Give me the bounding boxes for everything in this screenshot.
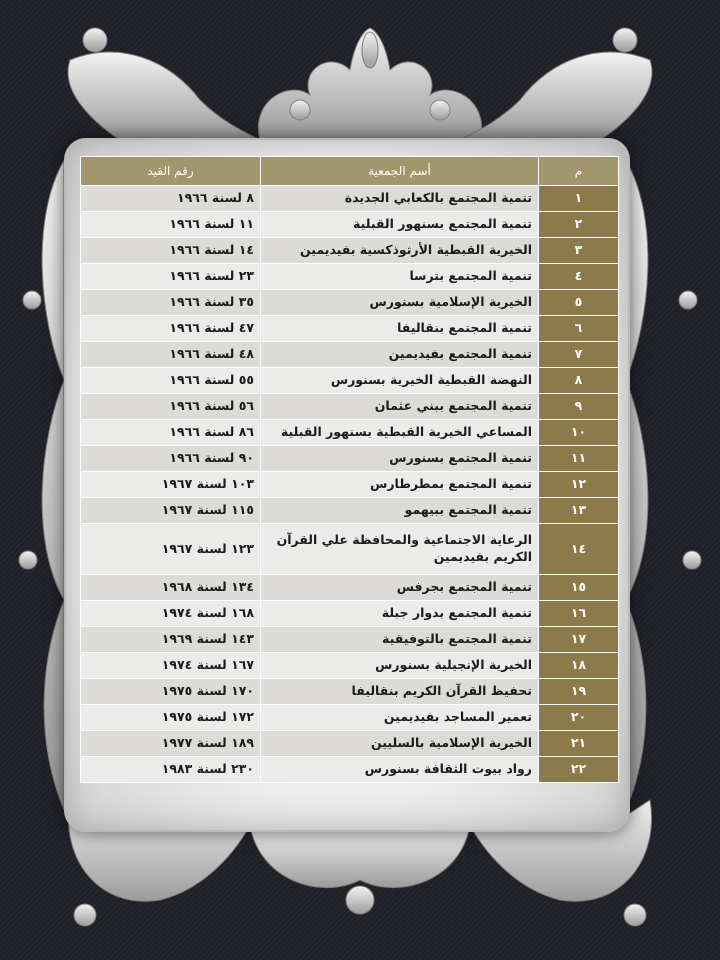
row-number: ١١ bbox=[539, 446, 619, 472]
table-row bbox=[81, 472, 619, 498]
header-association-name: أسم الجمعية bbox=[261, 157, 539, 186]
row-number: ٨ bbox=[539, 368, 619, 394]
row-number: ٥ bbox=[539, 290, 619, 316]
row-number: ١٧ bbox=[539, 627, 619, 653]
table-row bbox=[81, 705, 619, 731]
table-row bbox=[81, 575, 619, 601]
association-name: تنمية المجتمع ببني عثمان bbox=[261, 394, 539, 420]
row-number: ٢١ bbox=[539, 731, 619, 757]
row-number: ٢ bbox=[539, 212, 619, 238]
table-row bbox=[81, 212, 619, 238]
row-number: ١٥ bbox=[539, 575, 619, 601]
registration-number: ٨ لسنة ١٩٦٦ bbox=[81, 186, 261, 212]
association-name: الرعاية الاجتماعية والمحافظة علي القرآن الكريم بفيديمين bbox=[261, 524, 539, 575]
registration-number: ٣٥ لسنة ١٩٦٦ bbox=[81, 290, 261, 316]
association-name: تنمية المجتمع بنقاليفا bbox=[261, 316, 539, 342]
associations-table bbox=[80, 156, 619, 783]
row-number: ٩ bbox=[539, 394, 619, 420]
table-row bbox=[81, 498, 619, 524]
header-number: م bbox=[539, 157, 619, 186]
association-name: المساعي الخيرية القبطية بسنهور القبلية bbox=[261, 420, 539, 446]
row-number: ٢٢ bbox=[539, 757, 619, 783]
association-name: تنمية المجتمع بسنورس bbox=[261, 446, 539, 472]
row-number: ١٠ bbox=[539, 420, 619, 446]
row-number: ١ bbox=[539, 186, 619, 212]
registration-number: ١٢٣ لسنة ١٩٦٧ bbox=[81, 524, 261, 575]
row-number: ١٤ bbox=[539, 524, 619, 575]
registration-number: ٢٣ لسنة ١٩٦٦ bbox=[81, 264, 261, 290]
association-name: الخيرية الإنجيلية بسنورس bbox=[261, 653, 539, 679]
row-number: ١٣ bbox=[539, 498, 619, 524]
association-name: تنمية المجتمع بالكعابي الجديدة bbox=[261, 186, 539, 212]
table-row bbox=[81, 627, 619, 653]
row-number: ١٩ bbox=[539, 679, 619, 705]
table-row bbox=[81, 420, 619, 446]
association-name: تنمية المجتمع بفيديمين bbox=[261, 342, 539, 368]
registration-number: ١٦٨ لسنة ١٩٧٤ bbox=[81, 601, 261, 627]
registration-number: ٥٦ لسنة ١٩٦٦ bbox=[81, 394, 261, 420]
registration-number: ١٤٣ لسنة ١٩٦٩ bbox=[81, 627, 261, 653]
table-row bbox=[81, 186, 619, 212]
table-row bbox=[81, 342, 619, 368]
table-row bbox=[81, 238, 619, 264]
table-row bbox=[81, 524, 619, 575]
association-name: تنمية المجتمع ببيهمو bbox=[261, 498, 539, 524]
association-name: الخيرية الإسلامية بسنورس bbox=[261, 290, 539, 316]
registration-number: ٤٨ لسنة ١٩٦٦ bbox=[81, 342, 261, 368]
registration-number: ١١ لسنة ١٩٦٦ bbox=[81, 212, 261, 238]
registration-number: ٢٣٠ لسنة ١٩٨٣ bbox=[81, 757, 261, 783]
table-row bbox=[81, 446, 619, 472]
table-row bbox=[81, 264, 619, 290]
association-name: النهضة القبطية الخيرية بسنورس bbox=[261, 368, 539, 394]
table-row bbox=[81, 757, 619, 783]
association-name: تنمية المجتمع بسنهور القبلية bbox=[261, 212, 539, 238]
header-registration-number: رقم القيد bbox=[81, 157, 261, 186]
row-number: ٤ bbox=[539, 264, 619, 290]
registration-number: ١٧٠ لسنة ١٩٧٥ bbox=[81, 679, 261, 705]
registration-number: ١٤ لسنة ١٩٦٦ bbox=[81, 238, 261, 264]
association-name: رواد بيوت الثقافة بسنورس bbox=[261, 757, 539, 783]
row-number: ١٢ bbox=[539, 472, 619, 498]
association-name: تنمية المجتمع بمطرطارس bbox=[261, 472, 539, 498]
association-name: تنمية المجتمع بدوار جبلة bbox=[261, 601, 539, 627]
table-row bbox=[81, 653, 619, 679]
row-number: ٣ bbox=[539, 238, 619, 264]
registration-number: ١٣٤ لسنة ١٩٦٨ bbox=[81, 575, 261, 601]
association-name: الخيرية القبطية الأرثوذكسية بفيديمين bbox=[261, 238, 539, 264]
row-number: ٧ bbox=[539, 342, 619, 368]
registration-number: ١١٥ لسنة ١٩٦٧ bbox=[81, 498, 261, 524]
row-number: ٦ bbox=[539, 316, 619, 342]
association-name: تعمير المساجد بفيديمين bbox=[261, 705, 539, 731]
registration-number: ١٠٣ لسنة ١٩٦٧ bbox=[81, 472, 261, 498]
table-row bbox=[81, 394, 619, 420]
registration-number: ١٧٢ لسنة ١٩٧٥ bbox=[81, 705, 261, 731]
registration-number: ١٦٧ لسنة ١٩٧٤ bbox=[81, 653, 261, 679]
table-row bbox=[81, 679, 619, 705]
table-header-row bbox=[81, 157, 619, 186]
registration-number: ١٨٩ لسنة ١٩٧٧ bbox=[81, 731, 261, 757]
association-name: الخيرية الإسلامية بالسليين bbox=[261, 731, 539, 757]
registration-number: ٤٧ لسنة ١٩٦٦ bbox=[81, 316, 261, 342]
row-number: ١٦ bbox=[539, 601, 619, 627]
association-name: تنمية المجتمع بجرفس bbox=[261, 575, 539, 601]
registration-number: ٩٠ لسنة ١٩٦٦ bbox=[81, 446, 261, 472]
registration-number: ٨٦ لسنة ١٩٦٦ bbox=[81, 420, 261, 446]
table-row bbox=[81, 290, 619, 316]
table-row bbox=[81, 368, 619, 394]
table-row bbox=[81, 601, 619, 627]
table-row bbox=[81, 731, 619, 757]
registration-number: ٥٥ لسنة ١٩٦٦ bbox=[81, 368, 261, 394]
association-name: تنمية المجتمع بترسا bbox=[261, 264, 539, 290]
association-name: تنمية المجتمع بالتوفيقية bbox=[261, 627, 539, 653]
table-row bbox=[81, 316, 619, 342]
association-name: تحفيظ القرآن الكريم بنقاليفا bbox=[261, 679, 539, 705]
row-number: ١٨ bbox=[539, 653, 619, 679]
row-number: ٢٠ bbox=[539, 705, 619, 731]
